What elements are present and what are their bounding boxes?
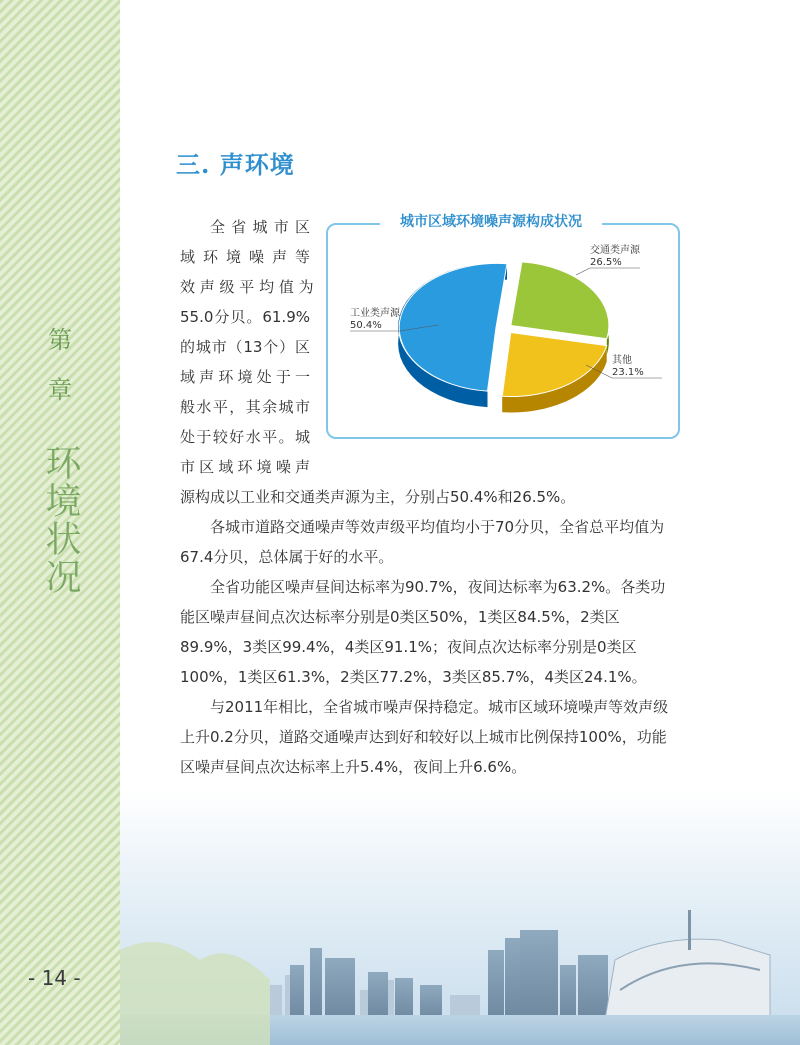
chapter-label-char1: 第 <box>48 326 72 354</box>
city-skyline-image <box>120 790 800 1045</box>
p1-line: 域声环境处于一 <box>180 368 310 386</box>
pie-label-name: 交通类声源 <box>590 245 640 256</box>
p1-line: 般水平，其余城市 <box>180 398 310 416</box>
p1-line: 55.0分贝。61.9% <box>180 308 310 326</box>
chapter-label-char2: 章 <box>48 376 72 404</box>
p1-line: 域 环 境 噪 声 等 <box>180 248 310 266</box>
paragraph-1 <box>180 212 314 482</box>
pie-chart <box>328 233 678 437</box>
chart-title: 城市区域环境噪声源构成状况 <box>380 211 602 233</box>
p1-line: 效 声 级 平 均 值 为 <box>180 278 314 296</box>
p1-line: 的城市（13个）区 <box>180 338 310 356</box>
paragraph-1-tail: 源构成以工业和交通类声源为主，分别占50.4%和26.5%。 <box>180 488 576 506</box>
pie-label-name: 工业类声源 <box>350 308 400 319</box>
chapter-title: 环境状况 <box>40 444 81 596</box>
pie-slice-2 <box>502 332 607 396</box>
p1-line: 全省城市区 <box>210 218 310 236</box>
pie-label-value: 23.1% <box>612 367 644 378</box>
pie-label-name: 其他 <box>612 355 632 366</box>
p1-line: 市区域环境噪声 <box>180 458 310 476</box>
section-heading: 三. 声环境 <box>176 150 295 179</box>
pie-leader-line <box>576 268 590 275</box>
page-number: - 14 - <box>28 966 81 990</box>
pie-slice-1 <box>511 262 609 339</box>
paragraph-4: 与2011年相比，全省城市噪声保持稳定。城市区域环境噪声等效声级上升0.2分贝，道路交通噪声达到好和较好以上城市比例保持100%，功能区噪声昼间点次达标率上升5.4%，夜间上升6.6%。 <box>180 698 669 776</box>
paragraph-2: 各城市道路交通噪声等效声级平均值均小于70分贝，全省总平均值为67.4分贝，总体属于好的水平。 <box>180 518 665 566</box>
p1-line: 处于较好水平。城 <box>180 428 310 446</box>
chapter-title-vertical <box>0 440 120 600</box>
pie-label-value: 26.5% <box>590 257 622 268</box>
pie-label-value: 50.4% <box>350 320 382 331</box>
paragraph-3: 全省功能区噪声昼间达标率为90.7%，夜间达标率为63.2%。各类功能区噪声昼间点次达标率分别是0类区50%，1类区84.5%，2类区89.9%，3类区99.4%，4类区91.1%；夜间点次达标率分别是0类区100%，1类区61.3%，2类区77.2%，3类区85.7%，4类区24.1%。 <box>180 578 666 686</box>
